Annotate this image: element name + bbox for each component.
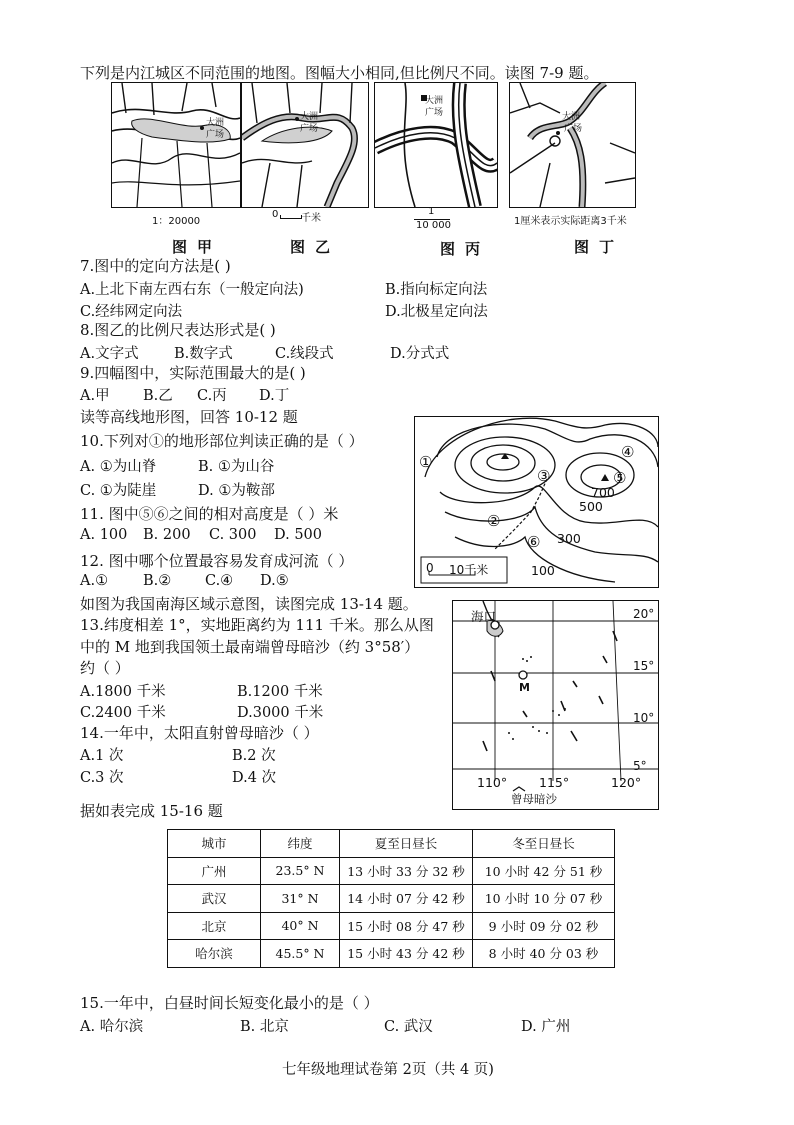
map-ding-name: 图丁 [574,238,625,256]
contour-scale-zero: 0 [426,561,434,575]
q14-option-d: D.4 次 [232,770,277,786]
map-yi-place-1: 大洲 [300,112,319,122]
q9-stem: 9.四幅图中，实际范围最大的是( ) [80,364,306,382]
table-cell: 45.5° N [261,940,340,968]
map-jia-scale: 1：20000 [152,216,201,227]
intro-7-9: 下列是内江城区不同范围的地图。图幅大小相同,但比例尺不同。读图 7-9 题。 [80,64,599,82]
lon-110: 110° [477,775,508,790]
q14-option-a: A.1 次 [80,748,124,764]
table-cell: 8 小时 40 分 03 秒 [473,940,615,968]
table-cell: 广州 [168,857,261,885]
table-cell: 15 小时 08 分 47 秒 [340,912,473,940]
contour-label-300: 300 [557,531,581,546]
q10-option-c: C. ①为陡崖 [80,483,157,499]
q15-option-d: D. 广州 [521,1019,571,1035]
table-header: 城市 [168,830,261,858]
contour-scale-text: 10千米 [449,563,489,577]
q11-option-b: B. 200 [143,527,191,543]
q8-option-c: C.线段式 [275,346,334,362]
q9-option-a: A.甲 [80,388,110,404]
q15-option-c: C. 武汉 [384,1019,433,1035]
table-cell: 14 小时 07 分 42 秒 [340,885,473,913]
q10-option-b: B. ①为山谷 [198,459,275,475]
q12-option-b: B.② [143,573,172,589]
q8-option-b: B.数字式 [174,346,233,362]
q9-option-d: D.丁 [259,388,290,404]
map-bing-place-1: 大洲 [425,96,444,106]
q11-option-c: C. 300 [209,527,257,543]
point-m-label: M [519,681,530,694]
marker-6: ⑥ [527,533,541,551]
table-row [168,912,615,940]
q11-option-d: D. 500 [274,527,323,543]
q14-stem: 14.一年中，太阳直射曾母暗沙（ ） [80,724,319,742]
q13-line-1: 13.纬度相差 1°，实地距离约为 111 千米。那么从图 [80,616,434,634]
table-header: 冬至日昼长 [473,830,615,858]
map-ding-place-2: 广场 [564,124,583,134]
q13-option-c: C.2400 千米 [80,705,166,721]
q9-option-b: B.乙 [143,388,173,404]
map-jia [111,82,241,208]
map-ding-scale: 1厘米表示实际距离3千米 [514,216,627,227]
contour-label-100: 100 [531,563,555,578]
q12-option-d: D.⑤ [260,573,289,589]
map-bing-place-2: 广场 [425,108,444,118]
q15-stem: 15.一年中，白昼时间长短变化最小的是（ ） [80,994,379,1012]
map-ding-graphic [510,83,635,207]
intro-13-14: 如图为我国南海区域示意图，读图完成 13-14 题。 [80,595,418,613]
daylight-table [167,829,615,968]
lat-10: 10° [633,711,655,725]
table-cell: 31° N [261,885,340,913]
haikou-label: 海口 [471,609,497,624]
q13-line-3: 约（ ） [80,659,130,677]
map-yi-scale-zero: 0 [272,209,279,220]
map-yi-scale-bar [280,215,302,219]
lon-115: 115° [539,775,570,790]
map-jia-name: 图甲 [172,238,223,256]
q7-option-b: B.指向标定向法 [385,282,488,298]
map-yi [241,82,369,208]
lon-120: 120° [611,775,642,790]
map-jia-graphic [112,83,240,207]
map-bing [374,82,498,208]
contour-map [414,416,659,588]
south-sea-map [452,600,659,810]
q7-option-c: C.经纬网定向法 [80,304,183,320]
marker-1: ① [419,453,433,471]
q15-option-b: B. 北京 [240,1019,289,1035]
map-ding [509,82,636,208]
q13-option-a: A.1800 千米 [80,684,166,700]
intro-15-16: 据如表完成 15-16 题 [80,802,223,820]
table-row [168,885,615,913]
map-bing-scale-num: 1 [428,206,435,217]
marker-3: ③ [537,467,551,485]
q7-option-a: A.上北下南左西右东（一般定向法) [80,282,304,298]
q7-option-d: D.北极星定向法 [385,304,488,320]
q10-option-a: A. ①为山脊 [80,459,157,475]
table-header: 夏至日昼长 [340,830,473,858]
marker-2: ② [487,512,501,530]
q8-option-a: A.文字式 [80,346,139,362]
map-yi-graphic [242,83,368,207]
q14-option-c: C.3 次 [80,770,124,786]
q7-stem: 7.图中的定向方法是( ) [80,257,231,275]
map-yi-name: 图乙 [290,238,341,256]
lat-5: 5° [633,759,647,773]
table-cell: 北京 [168,912,261,940]
marker-5: ⑤ [613,469,627,487]
intro-10-12: 读等高线地形图，回答 10-12 题 [80,408,298,426]
q8-option-d: D.分式式 [390,346,450,362]
table-cell: 40° N [261,912,340,940]
table-header-row [168,830,615,858]
q15-option-a: A. 哈尔滨 [80,1019,144,1035]
table-cell: 武汉 [168,885,261,913]
map-bing-name: 图丙 [440,240,491,258]
map-bing-scale-den: 10 000 [416,220,451,231]
map-jia-place-1: 大洲 [206,118,225,128]
q8-stem: 8.图乙的比例尺表达形式是( ) [80,321,276,339]
q13-option-b: B.1200 千米 [237,684,323,700]
q14-option-b: B.2 次 [232,748,276,764]
table-row [168,940,615,968]
q11-option-a: A. 100 [80,527,128,543]
lat-20: 20° [633,607,655,621]
map-yi-scale-unit: 千米 [301,213,321,224]
table-cell: 13 小时 33 分 32 秒 [340,857,473,885]
marker-4: ④ [621,443,635,461]
table-cell: 10 小时 42 分 51 秒 [473,857,615,885]
map-yi-place-2: 广场 [300,124,319,134]
zengmu-label: 曾母暗沙 [511,792,557,806]
table-header: 纬度 [261,830,340,858]
table-cell: 9 小时 09 分 02 秒 [473,912,615,940]
q11-stem: 11. 图中⑤⑥之间的相对高度是（ ）米 [80,505,339,523]
q9-option-c: C.丙 [197,388,227,404]
table-cell: 15 小时 43 分 42 秒 [340,940,473,968]
table-cell: 10 小时 10 分 07 秒 [473,885,615,913]
q13-line-2: 中的 M 地到我国领土最南端曾母暗沙（约 3°58′） [80,638,420,656]
page-footer: 七年级地理试卷第 2页（共 4 页) [282,1062,494,1078]
table-row [168,857,615,885]
contour-label-700: 700 [591,485,615,500]
q13-option-d: D.3000 千米 [237,705,324,721]
lat-15: 15° [633,659,655,673]
table-cell: 23.5° N [261,857,340,885]
map-ding-place-1: 大洲 [562,112,581,122]
q10-option-d: D. ①为鞍部 [198,483,275,499]
map-jia-place-2: 广场 [206,130,225,140]
q12-option-c: C.④ [205,573,234,589]
q12-stem: 12. 图中哪个位置最容易发育成河流（ ） [80,552,354,570]
contour-label-500: 500 [579,499,603,514]
q12-option-a: A.① [80,573,109,589]
table-cell: 哈尔滨 [168,940,261,968]
q10-stem: 10.下列对①的地形部位判读正确的是（ ） [80,432,364,450]
